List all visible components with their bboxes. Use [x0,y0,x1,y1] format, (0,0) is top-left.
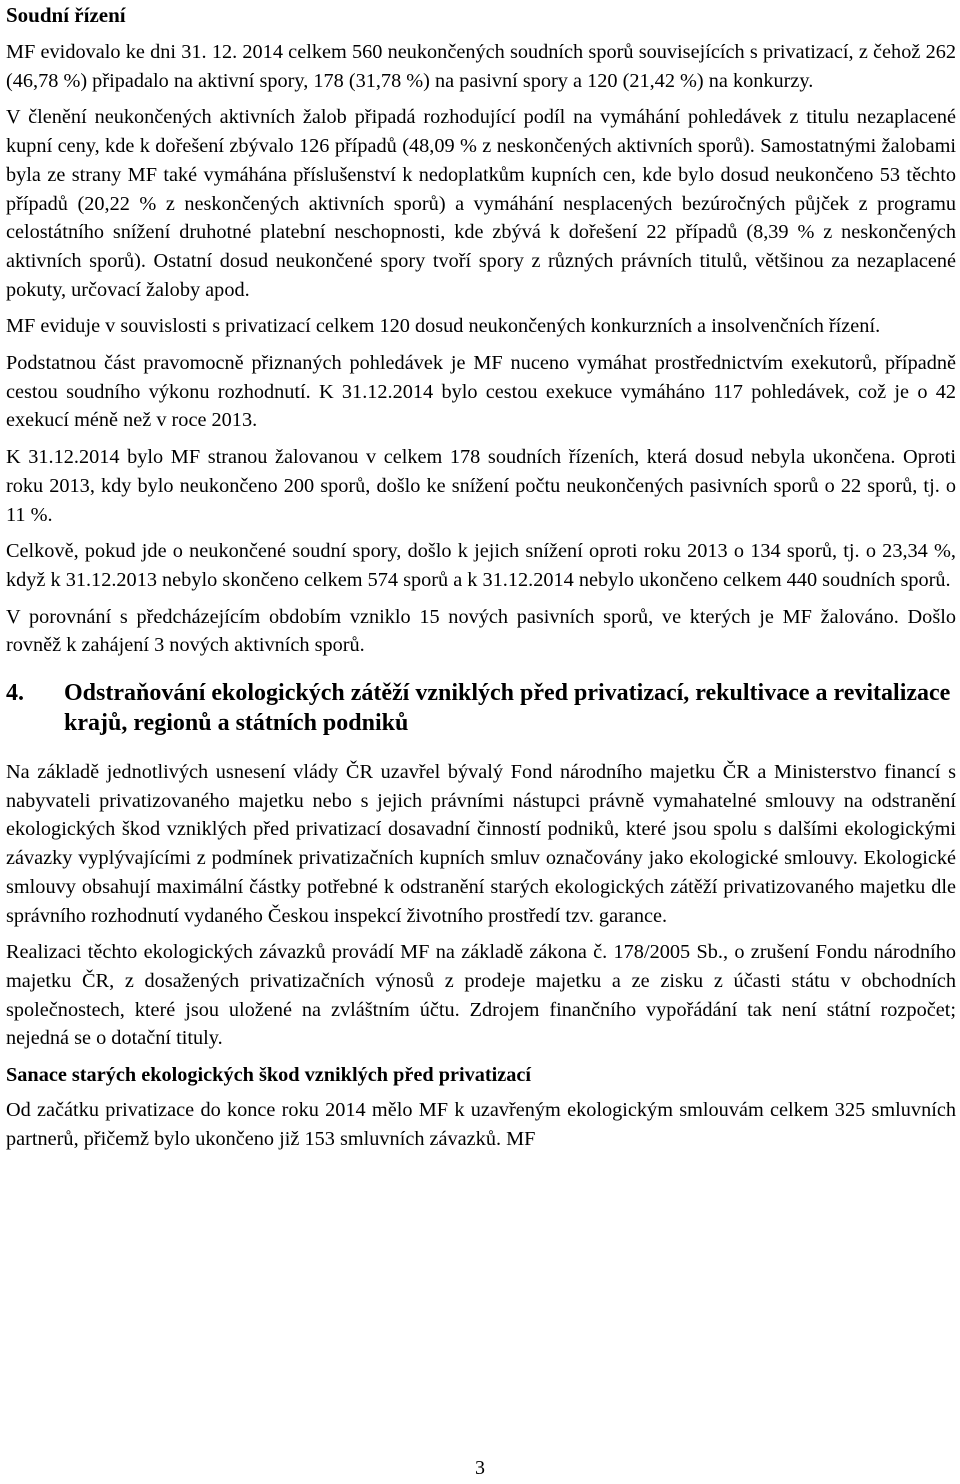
paragraph-smluvni-partneri: Od začátku privatizace do konce roku 2014 mělo MF k uzavřeným ekologickým smlouvám celkem 325 smluvních partnerů, přičemž bylo ukončeno již 153 smluvních závazků. MF [6,1098,956,1150]
paragraph-realizace-zavazku: Realizaci těchto ekologických závazků provádí MF na základě zákona č. 178/2005 Sb., o zrušení Fondu národního majetku ČR, z dosažených privatizačních výnosů z prodeje majetku a ze zisku z účasti státu v obchodních společnostech, které jsou uložené na zvláštním účtu. Zdrojem finančního vypořádání tak není státní rozpočet; nejedná se o dotační tituly. [6,941,956,1050]
paragraph-spory-celkem: MF evidovalo ke dni 31. 12. 2014 celkem 560 neukončených soudních sporů souvisejících s privatizací, z čehož 262 (46,78 %) připadalo na aktivní spory, 178 (31,78 %) na pasivní spory a 120 (21,42 %) na konkurzy. [6,41,956,92]
section-heading-4 [6,678,956,738]
section-heading-soudni-rizeni: Soudní řízení [6,3,126,27]
subsection-heading-sanace: Sanace starých ekologických škod vzniklých před privatizací [6,1064,532,1087]
paragraph-aktivni-zaloby: V členění neukončených aktivních žalob připadá rozhodující podíl na vymáhání pohledávek z titulu nezaplacené kupní ceny, kde k dořešení zbývalo 126 případů (48,09 % z neskončených aktivních sporů). Samostatnými žalobami byla ze strany MF také vymáhána příslušenství k nedoplatkům kupních cen, kde bylo dosud neukončeno 53 těchto případů (20,22 % z neskončených aktivních sporů) a vymáhání nesplacených bezúročných půjček z programu celostátního snížení druhotné platební neschopnosti, kde zbývá k dořešení 22 případů (8,39 % z neskončených aktivních sporů). Ostatní dosud neukončené spory tvoří spory z různých právních titulů, většinou za nezaplacené pokuty, určovací žaloby apod. [6,106,956,301]
paragraph-exekuce: Podstatnou část pravomocně přiznaných pohledávek je MF nuceno vymáhat prostřednictvím exekutorů, případně cestou soudního výkonu rozhodnutí. K 31.12.2014 bylo cestou exekuce vymáháno 117 pohledávek, což je o 42 exekucí méně než v roce 2013. [6,352,956,432]
paragraph-nove-spory: V porovnání s předcházejícím obdobím vzniklo 15 nových pasivních sporů, ve kterých je MF žalováno. Došlo rovněž k zahájení 3 nových aktivních sporů. [6,605,956,657]
section-title: Odstraňování ekologických zátěží vzniklých před privatizací, rekultivace a revitalizace krajů, regionů a státních podniků [64,680,951,737]
paragraph-pasivni-spory: K 31.12.2014 bylo MF stranou žalovanou v celkem 178 soudních řízeních, která dosud nebyla ukončena. Oproti roku 2013, kdy bylo neukončeno 200 sporů, došlo ke snížení počtu neukončených pasivních sporů o 22 sporů, tj. o 11 %. [6,446,956,526]
paragraph-konkurzni-rizeni: MF eviduje v souvislosti s privatizací celkem 120 dosud neukončených konkurzních a insolvenčních řízení. [6,315,881,338]
paragraph-celkove-snizeni: Celkově, pokud jde o neukončené soudní spory, došlo k jejich snížení oproti roku 2013 o 134 sporů, tj. o 23,34 %, když k 31.12.2013 nebylo skončeno celkem 574 sporů a k 31.12.2014 nebylo ukončeno celkem 440 soudních sporů. [6,540,956,591]
section-number: 4. [6,680,24,707]
page-number: 3 [475,1457,485,1479]
document-page [6,0,956,1159]
paragraph-ekologicke-smlouvy: Na základě jednotlivých usnesení vlády ČR uzavřel bývalý Fond národního majetku ČR a Ministerstvo financí s nabyvateli privatizovaného majetku nebo s jejich právními nástupci právně vymahatelné smlouvy na odstranění ekologických škod vzniklých před privatizací dosavadní činností podniků, které jsou spolu s dalšími ekologickými závazky vyplývajícími z podmínek privatizačních kupních smluv označovány jako ekologické smlouvy. Ekologické smlouvy obsahují maximální částky potřebné k odstranění starých ekologických zátěží privatizovaného majetku dle správního rozhodnutí vydaného Českou inspekcí životního prostředí tzv. garance. [6,761,956,927]
